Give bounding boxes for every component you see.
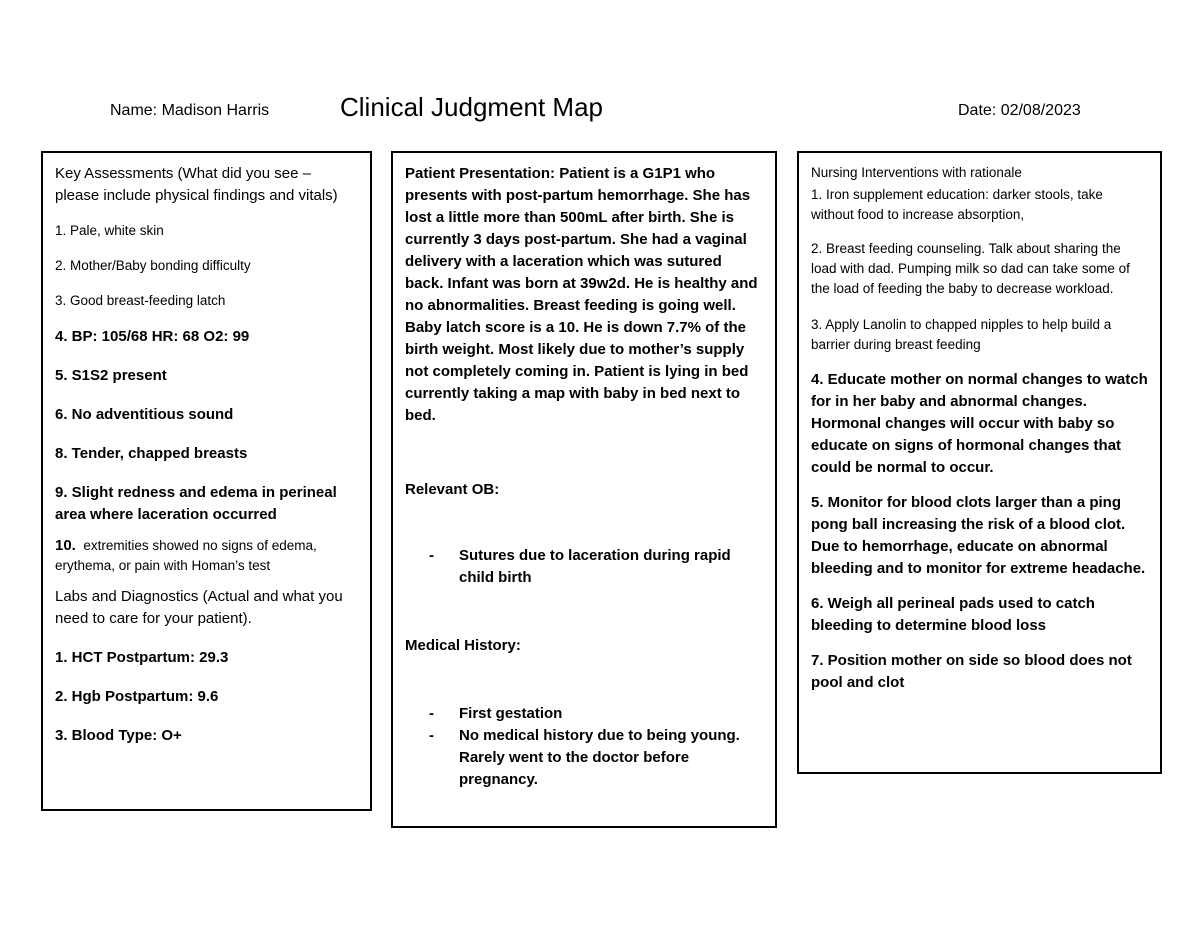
lab-item: 3. Blood Type: O+ [55,727,182,744]
assessment-item: 6. No adventitious sound [55,406,234,423]
relevant-ob-item-text: Sutures due to laceration during rapid child birth [459,547,731,586]
medical-history-item [429,725,763,791]
interventions-heading: Nursing Interventions with rationale [811,165,1022,180]
student-name: Name: Madison Harris [110,102,270,119]
intervention-item: 4. Educate mother on normal changes to watch for in her baby and abnormal changes. Hormonal changes will occur with baby so educate on signs of hormonal changes that could be normal to occur. [811,371,1148,476]
assessment-item: 5. S1S2 present [55,367,167,384]
lab-item: 2. Hgb Postpartum: 9.6 [55,688,219,705]
assessment-item-10 [55,536,358,576]
lab-item: 1. HCT Postpartum: 29.3 [55,649,229,666]
relevant-ob-item [429,545,763,589]
intervention-item: 2. Breast feeding counseling. Talk about sharing the load with dad. Pumping milk so dad can take some of the load of feeding the baby to decrease workload. [811,241,1130,296]
assessment-item-text: extremities showed no signs of edema, erythema, or pain with Homan’s test [55,538,317,573]
relevant-ob-heading: Relevant OB: [405,481,500,498]
document-date: Date: 02/08/2023 [958,102,1081,119]
assessment-item: 1. Pale, white skin [55,223,164,238]
assessment-item-number: 10. [55,537,76,554]
dash-bullet: - [429,705,434,722]
medical-history-item [429,703,763,725]
dash-bullet: - [429,547,434,564]
medical-history-item-text: No medical history due to being young. Rarely went to the doctor before pregnancy. [459,727,740,788]
medical-history-item-text: First gestation [459,705,563,722]
dash-bullet: - [429,727,434,744]
assessment-item: 4. BP: 105/68 HR: 68 O2: 99 [55,328,250,345]
medical-history-heading: Medical History: [405,637,521,654]
assessment-item: 8. Tender, chapped breasts [55,445,248,462]
patient-presentation-box [391,151,777,828]
patient-presentation-text: Patient Presentation: Patient is a G1P1 who presents with post-partum hemorrhage. She has lost a little more than 500mL after birth. She is currently 3 days post-partum. She had a vaginal delivery with a laceration which was sutured back. Infant was born at 39w2d. He is healthy and no abnormalities. Breast feeding is going well. Baby latch score is a 10. He is down 7.7% of the birth weight. Most likely due to mother’s supply not completely coming in. Patient is lying in bed currently taking a map with baby in bed next to bed. [405,165,758,424]
intervention-item: 7. Position mother on side so blood does not pool and clot [811,652,1132,691]
assessment-item: 9. Slight redness and edema in perineal area where laceration occurred [55,484,337,523]
intervention-item: 3. Apply Lanolin to chapped nipples to help build a barrier during breast feeding [811,317,1112,352]
page-title: Clinical Judgment Map [340,92,604,122]
key-assessments-box [41,151,372,811]
assessment-item: 2. Mother/Baby bonding difficulty [55,258,251,273]
assessment-item: 3. Good breast-feeding latch [55,293,226,308]
intervention-item: 6. Weigh all perineal pads used to catch bleeding to determine blood loss [811,595,1095,634]
labs-heading: Labs and Diagnostics (Actual and what you need to care for your patient). [55,588,343,627]
intervention-item: 1. Iron supplement education: darker stools, take without food to increase absorption, [811,187,1103,222]
key-assessments-heading: Key Assessments (What did you see – please include physical findings and vitals) [55,165,338,204]
nursing-interventions-box [797,151,1162,774]
intervention-item: 5. Monitor for blood clots larger than a ping pong ball increasing the risk of a blood clot. Due to hemorrhage, educate on abnormal bleeding and to monitor for extreme headache. [811,494,1146,577]
